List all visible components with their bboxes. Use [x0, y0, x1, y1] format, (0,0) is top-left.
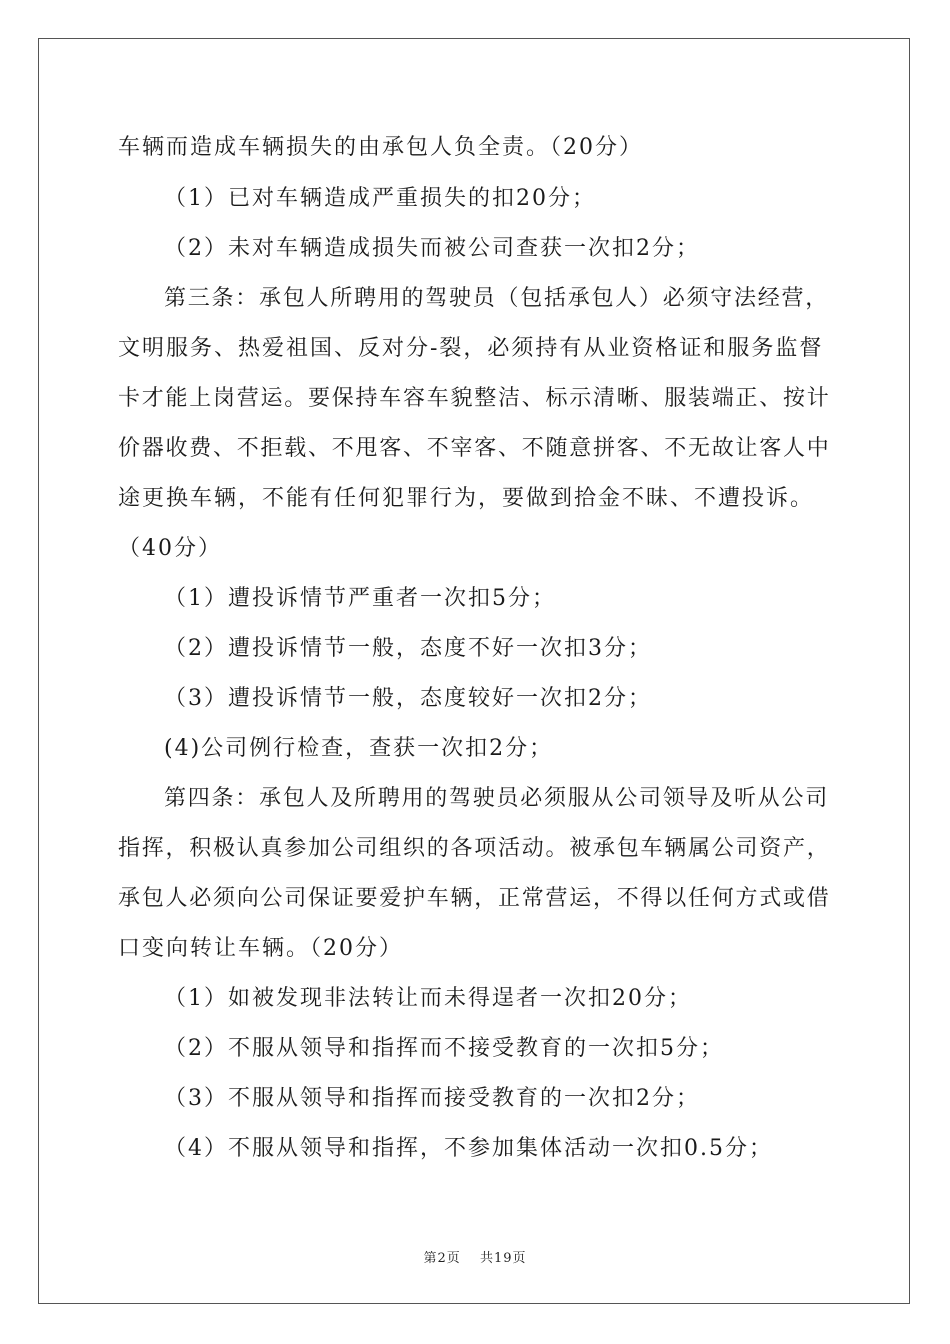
text-line: 卡才能上岗营运。要保持车容车貌整洁、标示清晰、服装端正、按计 [118, 386, 831, 411]
text-line: （1）已对车辆造成严重损失的扣20分； [164, 186, 596, 211]
text-line: （40分） [118, 536, 222, 561]
article-4-heading: 第四条：承包人及所聘用的驾驶员必须服从公司领导及听从公司 [164, 786, 830, 811]
page-border [38, 38, 910, 1304]
text-line: 价器收费、不拒载、不甩客、不宰客、不随意拼客、不无故让客人中 [118, 436, 831, 461]
text-line: 承包人必须向公司保证要爱护车辆，正常营运，不得以任何方式或借 [118, 886, 831, 911]
text-line: （2）未对车辆造成损失而被公司查获一次扣2分； [164, 236, 700, 261]
text-line: 指挥，积极认真参加公司组织的各项活动。被承包车辆属公司资产， [118, 836, 831, 861]
text-line: （4）不服从领导和指挥，不参加集体活动一次扣0.5分； [164, 1136, 773, 1161]
text-line: （3）遭投诉情节一般，态度较好一次扣2分； [164, 686, 652, 711]
page-footer [0, 1247, 950, 1266]
text-line: （2）不服从领导和指挥而不接受教育的一次扣5分； [164, 1036, 724, 1061]
text-line: 文明服务、热爱祖国、反对分-裂，必须持有从业资格证和服务监督 [118, 336, 824, 361]
text-line: （2）遭投诉情节一般，态度不好一次扣3分； [164, 636, 652, 661]
text-line: （3）不服从领导和指挥而接受教育的一次扣2分； [164, 1086, 700, 1111]
text-line: 途更换车辆，不能有任何犯罪行为，要做到拾金不昧、不遭投诉。 [118, 486, 815, 511]
page-number: 第2页 [423, 1251, 461, 1266]
text-line: 车辆而造成车辆损失的由承包人负全责。（20分） [118, 135, 643, 160]
text-line: （1）如被发现非法转让而未得逞者一次扣20分； [164, 986, 692, 1011]
text-line: (4)公司例行检查，查获一次扣2分； [164, 736, 554, 761]
text-line: （1）遭投诉情节严重者一次扣5分； [164, 586, 556, 611]
text-line: 口变向转让车辆。（20分） [118, 936, 403, 961]
article-3-heading: 第三条：承包人所聘用的驾驶员（包括承包人）必须守法经营， [164, 286, 830, 311]
page-total: 共19页 [479, 1251, 527, 1266]
